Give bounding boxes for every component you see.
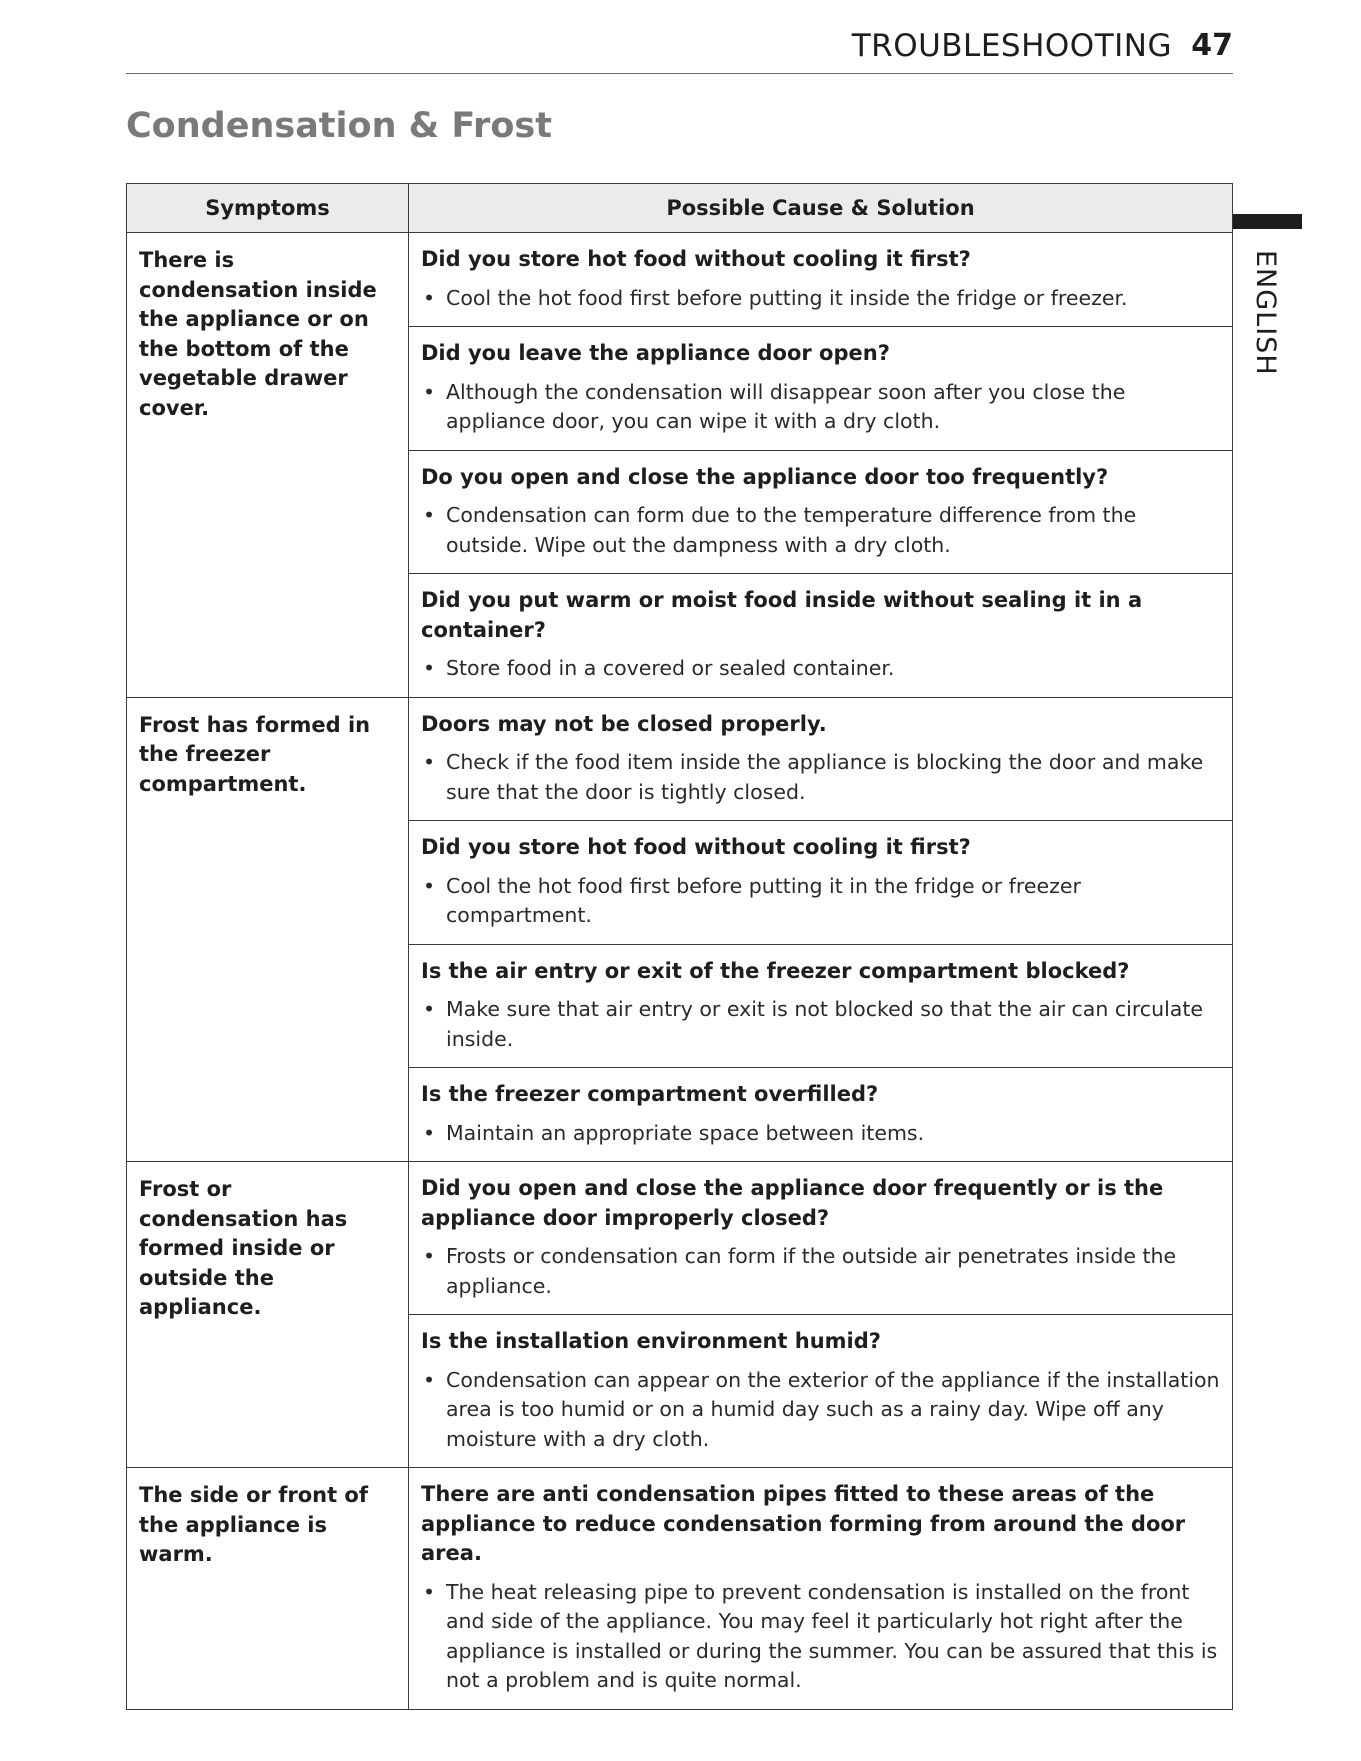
bullet-icon: • xyxy=(423,656,436,680)
troubleshooting-table xyxy=(126,183,1233,1710)
bullet-icon: • xyxy=(423,750,436,774)
cause-cell xyxy=(409,697,1233,1162)
cause-cell xyxy=(409,1468,1233,1710)
cause-block xyxy=(409,326,1232,450)
symptom-cell xyxy=(127,697,409,1162)
solution-item xyxy=(421,654,1222,684)
solution-item xyxy=(421,284,1222,314)
bullet-icon: • xyxy=(423,1367,436,1392)
cause-question: Doors may not be closed properly. xyxy=(421,711,827,736)
solution-item xyxy=(421,748,1222,807)
bullet-icon: • xyxy=(423,997,436,1021)
symptom-cell xyxy=(127,1162,409,1468)
cause-question: Did you leave the appliance door open? xyxy=(421,341,890,365)
bullet-icon: • xyxy=(423,285,436,310)
cause-block xyxy=(409,1314,1232,1467)
solution-text: Frosts or condensation can form if the outside air penetrates inside the appliance. xyxy=(446,1244,1177,1298)
solution-item xyxy=(421,872,1222,931)
bullet-icon: • xyxy=(423,1244,436,1268)
symptom-text: The side or front of the appliance is warm. xyxy=(139,1483,368,1566)
column-header-symptoms: Symptoms xyxy=(127,184,409,233)
cause-block xyxy=(409,1468,1232,1709)
language-side-label: ENGLISH xyxy=(1250,250,1281,376)
bullet-icon: • xyxy=(423,1120,436,1145)
table-body xyxy=(127,233,1233,1710)
solution-item xyxy=(421,1242,1222,1301)
header-title: TROUBLESHOOTING xyxy=(851,28,1172,64)
solution-text: Check if the food item inside the appliance is blocking the door and make sure that the door is tightly closed. xyxy=(446,750,1204,804)
table-row xyxy=(127,1162,1233,1468)
page-header xyxy=(126,18,1233,74)
cause-cell xyxy=(409,1162,1233,1468)
bullet-icon: • xyxy=(423,503,436,527)
solution-item xyxy=(421,1366,1222,1455)
table-row xyxy=(127,697,1233,1162)
cause-block xyxy=(409,573,1232,697)
bullet-icon: • xyxy=(423,1579,436,1604)
symptom-cell xyxy=(127,233,409,698)
cause-block xyxy=(409,698,1232,821)
page-number: 47 xyxy=(1191,28,1233,63)
solution-text: Make sure that air entry or exit is not blocked so that the air can circulate inside. xyxy=(446,997,1203,1051)
solution-text: Condensation can form due to the temperature difference from the outside. Wipe out the dampness with a dry cloth. xyxy=(446,503,1137,557)
cause-question: There are anti condensation pipes fitted to these areas of the appliance to reduce condensation forming from around the door area. xyxy=(421,1482,1186,1565)
section-title: Condensation & Frost xyxy=(126,106,552,146)
cause-block xyxy=(409,944,1232,1068)
symptom-cell xyxy=(127,1468,409,1710)
cause-block xyxy=(409,820,1232,944)
cause-question: Is the air entry or exit of the freezer compartment blocked? xyxy=(421,958,1130,983)
cause-block xyxy=(409,1162,1232,1314)
bullet-icon: • xyxy=(423,873,436,898)
language-tab-marker xyxy=(1232,214,1302,229)
column-header-cause-solution: Possible Cause & Solution xyxy=(409,184,1233,233)
table-header-row xyxy=(127,184,1233,233)
cause-block xyxy=(409,450,1232,574)
cause-question: Did you put warm or moist food inside without sealing it in a container? xyxy=(421,588,1143,642)
cause-question: Is the freezer compartment overfilled? xyxy=(421,1082,879,1106)
symptom-text: There is condensation inside the appliance or on the bottom of the vegetable drawer cover. xyxy=(139,248,377,420)
solution-text: Cool the hot food first before putting it inside the fridge or freezer. xyxy=(446,285,1128,310)
bullet-icon: • xyxy=(423,379,436,404)
solution-text: The heat releasing pipe to prevent condensation is installed on the front and side of the appliance. You may feel it particularly hot right after the appliance is installed or during the summer. You can be assured that this is not a problem and is quite normal. xyxy=(446,1579,1218,1692)
solution-text: Condensation can appear on the exterior of the appliance if the installation area is too humid or on a humid day such as a rainy day. Wipe off any moisture with a dry cloth. xyxy=(446,1367,1220,1451)
cause-question: Did you store hot food without cooling it first? xyxy=(421,247,971,271)
solution-item xyxy=(421,1578,1222,1696)
symptom-text: Frost has formed in the freezer compartment. xyxy=(139,712,371,796)
solution-item xyxy=(421,501,1222,560)
solution-item xyxy=(421,1119,1222,1149)
table-row xyxy=(127,233,1233,698)
cause-block xyxy=(409,1067,1232,1161)
cause-question: Did you store hot food without cooling it first? xyxy=(421,835,971,859)
solution-text: Cool the hot food first before putting it in the fridge or freezer compartment. xyxy=(446,873,1081,927)
cause-block xyxy=(409,233,1232,326)
solution-text: Store food in a covered or sealed container. xyxy=(446,656,895,680)
cause-question: Did you open and close the appliance door frequently or is the appliance door improperly closed? xyxy=(421,1176,1164,1230)
solution-text: Maintain an appropriate space between items. xyxy=(446,1120,925,1145)
solution-text: Although the condensation will disappear soon after you close the appliance door, you can wipe it with a dry cloth. xyxy=(446,379,1126,433)
table-row xyxy=(127,1468,1233,1710)
solution-item xyxy=(421,378,1222,437)
cause-question: Do you open and close the appliance door too frequently? xyxy=(421,464,1109,489)
solution-item xyxy=(421,995,1222,1054)
cause-cell xyxy=(409,233,1233,698)
symptom-text: Frost or condensation has formed inside or outside the appliance. xyxy=(139,1177,348,1319)
cause-question: Is the installation environment humid? xyxy=(421,1329,881,1353)
